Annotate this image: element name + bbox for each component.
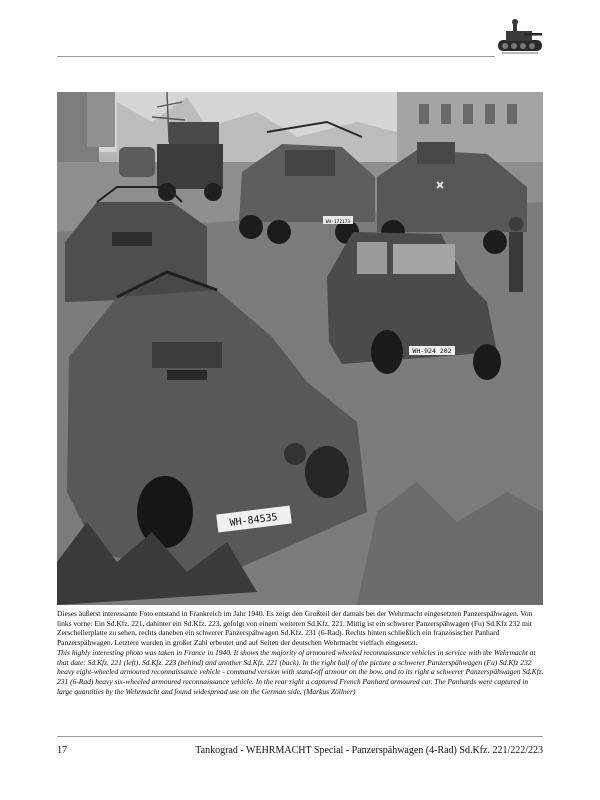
armoured-cars-photo bbox=[57, 92, 543, 605]
footer-rule bbox=[57, 736, 543, 737]
photo-caption bbox=[57, 609, 545, 696]
header-rule bbox=[57, 56, 495, 57]
license-plate-civilian-car: WH-924 202 bbox=[412, 347, 452, 355]
caption-german: Dieses äußerst interessante Foto entstand in Frankreich im Jahr 1940. Es zeigt den Großteil der damals bei der Wehrmacht eingesetzten Panzerspähwagen. Von links vorne: Ein Sd.Kfz. 221, dahinter ein Sd.Kfz. 223, gefolgt von einem weiteren Sd.Kfz. 221. Mittig ist ein schwerer Panzerspähwagen (Fu) Sd.Kfz 232 mit Zerschellerplatte zu sehen, rechts daneben ein schwerer Panzerspähwagen Sd.Kfz. 231 (6-Rad). Rechts hinten schließlich ein französischer Panhard Panzerspähwagen. Letztere wurden in großer Zahl erbeutet und auf Seiten der deutschen Wehrmacht vielfach eingesetzt. bbox=[57, 609, 533, 648]
license-plate-mid-car: WH-172173 bbox=[325, 220, 351, 225]
page-number: 17 bbox=[57, 745, 67, 756]
license-plate-front-car: WH-84535 bbox=[229, 512, 279, 529]
caption-english: This highly interesting photo was taken in France in 1940. It shows the majority of armoured wheeled reconnaissance vehicles in service with the Wehrmacht at that date: Sd.Kfz. 221 (left), Sd.Kfz. 223 (behind) and another Sd.Kfz. 221 (back). In the right half of the picture a schwerer Panzerspähwagen (Fu) Sd.Kfz 232 heavy eight-wheeled armoured reconnaissance vehicle - command version with stand-off armour on the bow, and to its right a schwerer Panzerspähwagen Sd.Kfz. 231 (6-Rad) heavy six-wheeled armoured reconnaissance vehicle. In the rear right a captured French Panhard armoured car. The Panhards were captured in large quantities by the Wehrmacht and found widespread use on the German side. (Markus Zöllner) bbox=[57, 647, 544, 696]
running-title: Tankograd - WEHRMACHT Special - Panzerspähwagen (4-Rad) Sd.Kfz. 221/222/223 bbox=[195, 745, 543, 756]
tank-logo-icon bbox=[496, 16, 544, 58]
